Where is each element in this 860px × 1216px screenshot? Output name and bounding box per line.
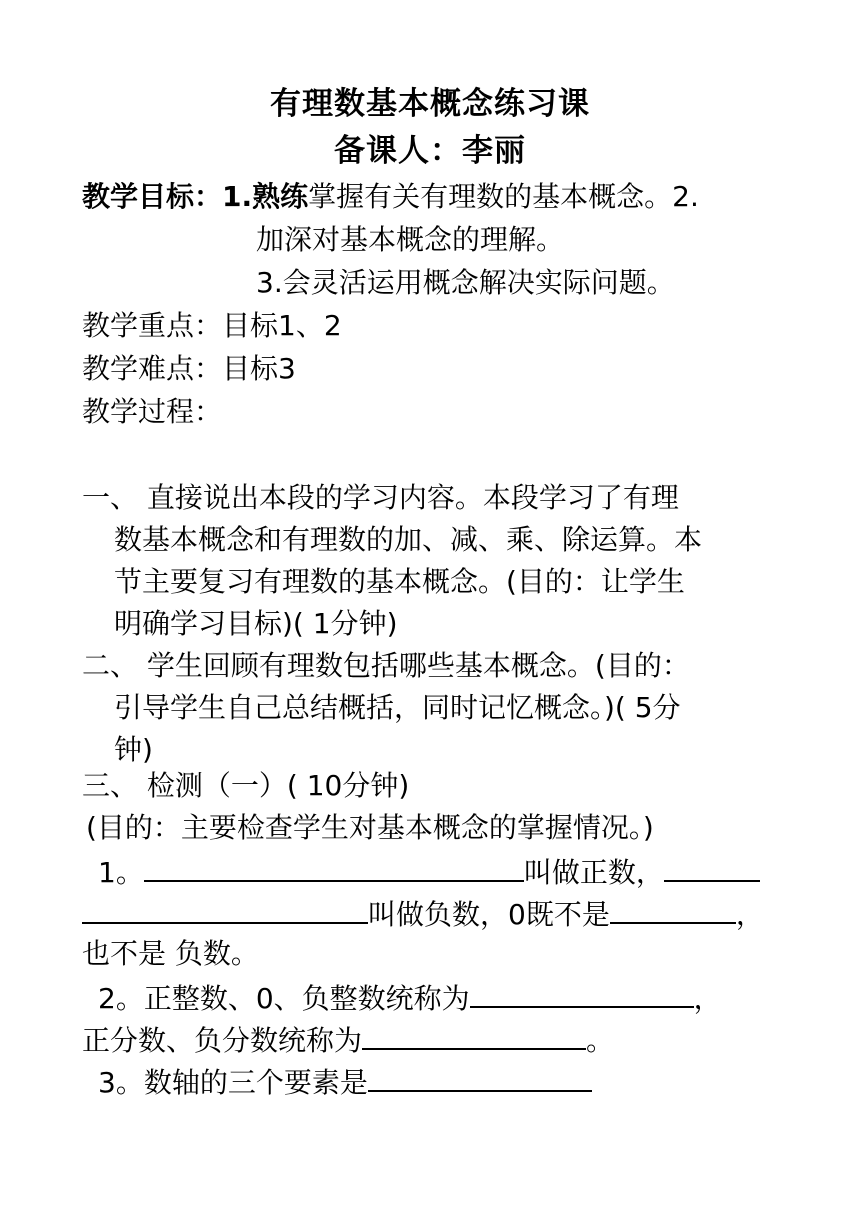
question-2-line-1 <box>98 976 722 1019</box>
key-points: 教学重点：目标1、2 <box>82 309 342 342</box>
step-2-line-2: 引导学生自己总结概括，同时记忆概念。)( 5分 <box>114 691 681 724</box>
question-1-text-a: 叫做正数， <box>523 856 664 889</box>
step-3-line-1: 三、 检测（一）( 10分钟) <box>82 769 410 802</box>
step-2-line-1: 二、 学生回顾有理数包括哪些基本概念。(目的： <box>82 649 690 682</box>
answer-blank-fractions[interactable] <box>362 1018 586 1050</box>
answer-blank-neither[interactable] <box>610 892 736 924</box>
objectives-line-3: 3.会灵活运用概念解决实际问题。 <box>256 266 675 299</box>
objectives-line-2: 加深对基本概念的理解。 <box>256 223 565 256</box>
question-1-line-1 <box>98 850 760 893</box>
question-2-line-2 <box>82 1018 614 1061</box>
objective-1-rest: 掌握有关有理数的基本概念。2. <box>308 180 699 213</box>
step-1-line-3: 节主要复习有理数的基本概念。(目的：让学生 <box>114 565 685 598</box>
question-1-number: 1。 <box>98 856 144 889</box>
question-1-text-c: ， <box>735 898 764 931</box>
question-1-line-3: 也不是 负数。 <box>82 937 259 970</box>
question-1-text-b: 叫做负数，0既不是 <box>368 898 610 931</box>
answer-blank-negative[interactable] <box>82 892 368 924</box>
step-3-line-2: (目的：主要检查学生对基本概念的掌握情况。) <box>86 811 654 844</box>
question-3-text: 3。数轴的三个要素是 <box>98 1066 368 1099</box>
objective-1-bold: 1.熟练 <box>222 180 309 213</box>
question-2-text-a: 2。正整数、0、负整数统称为 <box>98 982 470 1015</box>
difficulties: 教学难点：目标3 <box>82 352 296 385</box>
question-3-line-1 <box>98 1060 592 1103</box>
answer-blank-positive[interactable] <box>144 850 524 882</box>
document-title: 有理数基本概念练习课 <box>270 86 590 122</box>
preparer-line: 备课人：李丽 <box>334 133 526 169</box>
answer-blank-integers[interactable] <box>470 976 694 1008</box>
step-1-line-1: 一、 直接说出本段的学习内容。本段学习了有理 <box>82 481 679 514</box>
answer-blank-negative-start[interactable] <box>664 850 760 882</box>
step-1-line-4: 明确学习目标)( 1分钟) <box>114 607 398 640</box>
question-2-text-b: ， <box>693 982 722 1015</box>
question-1-line-2 <box>82 892 764 935</box>
question-2-text-d: 。 <box>586 1024 615 1057</box>
process-label: 教学过程： <box>82 395 223 428</box>
question-2-text-c: 正分数、负分数统称为 <box>82 1024 363 1057</box>
step-1-line-2: 数基本概念和有理数的加、减、乘、除运算。本 <box>114 523 703 556</box>
objectives-label: 教学目标： <box>82 180 223 213</box>
answer-blank-number-line[interactable] <box>368 1060 592 1092</box>
objectives-line-1 <box>82 177 699 217</box>
step-2-line-3: 钟) <box>114 733 153 766</box>
